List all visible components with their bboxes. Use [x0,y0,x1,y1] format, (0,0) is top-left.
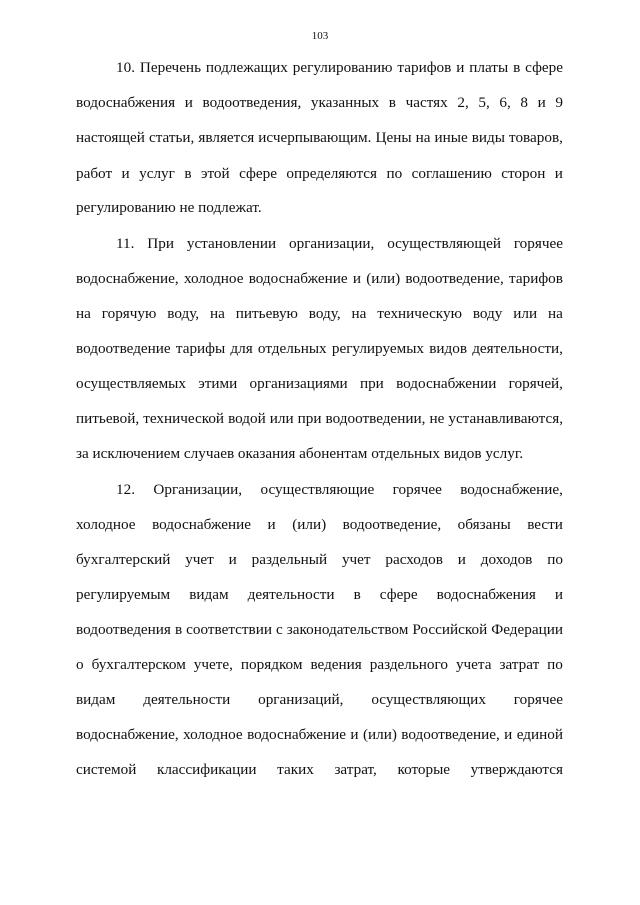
text-line: на горячую воду, на питьевую воду, на техническую воду или на [76,305,563,322]
text-line: работ и услуг в этой сфере определяются по соглашению сторон и [76,165,563,182]
text-line: за исключением случаев оказания абонентам отдельных видов услуг. [76,445,524,462]
page-number: 103 [311,30,329,42]
text-line: водоотведение тарифы для отдельных регулируемых видов деятельности, [76,340,563,357]
text-line: водоснабжение, холодное водоснабжение и (или) водоотведение, тарифов [76,270,563,287]
text-line: регулированию не подлежат. [76,199,262,216]
text-line: о бухгалтерском учете, порядком ведения раздельного учета затрат по [76,656,563,673]
text-line: холодное водоснабжение и (или) водоотведение, обязаны вести [76,516,563,533]
text-line: осуществляемых этими организациями при водоснабжении горячей, [76,375,563,392]
text-line: системой классификации таких затрат, которые утверждаются [76,761,563,778]
text-line: 12. Организации, осуществляющие горячее водоснабжение, [116,481,563,498]
text-line: видам деятельности организаций, осуществляющих горячее [76,691,563,708]
text-line: питьевой, технической водой или при водоотведении, не устанавливаются, [76,410,563,427]
text-line: водоотведения в соответствии с законодательством Российской Федерации [76,621,563,638]
text-line: водоснабжения и водоотведения, указанных в частях 2, 5, 6, 8 и 9 [76,94,563,111]
text-line: настоящей статьи, является исчерпывающим. Цены на иные виды товаров, [76,129,563,146]
text-line: 11. При установлении организации, осуществляющей горячее [116,235,563,252]
text-line: регулируемым видам деятельности в сфере водоснабжения и [76,586,563,603]
text-line: бухгалтерский учет и раздельный учет расходов и доходов по [76,551,563,568]
text-line: 10. Перечень подлежащих регулированию тарифов и платы в сфере [116,59,563,76]
text-line: водоснабжение, холодное водоснабжение и (или) водоотведение, и единой [76,726,563,743]
